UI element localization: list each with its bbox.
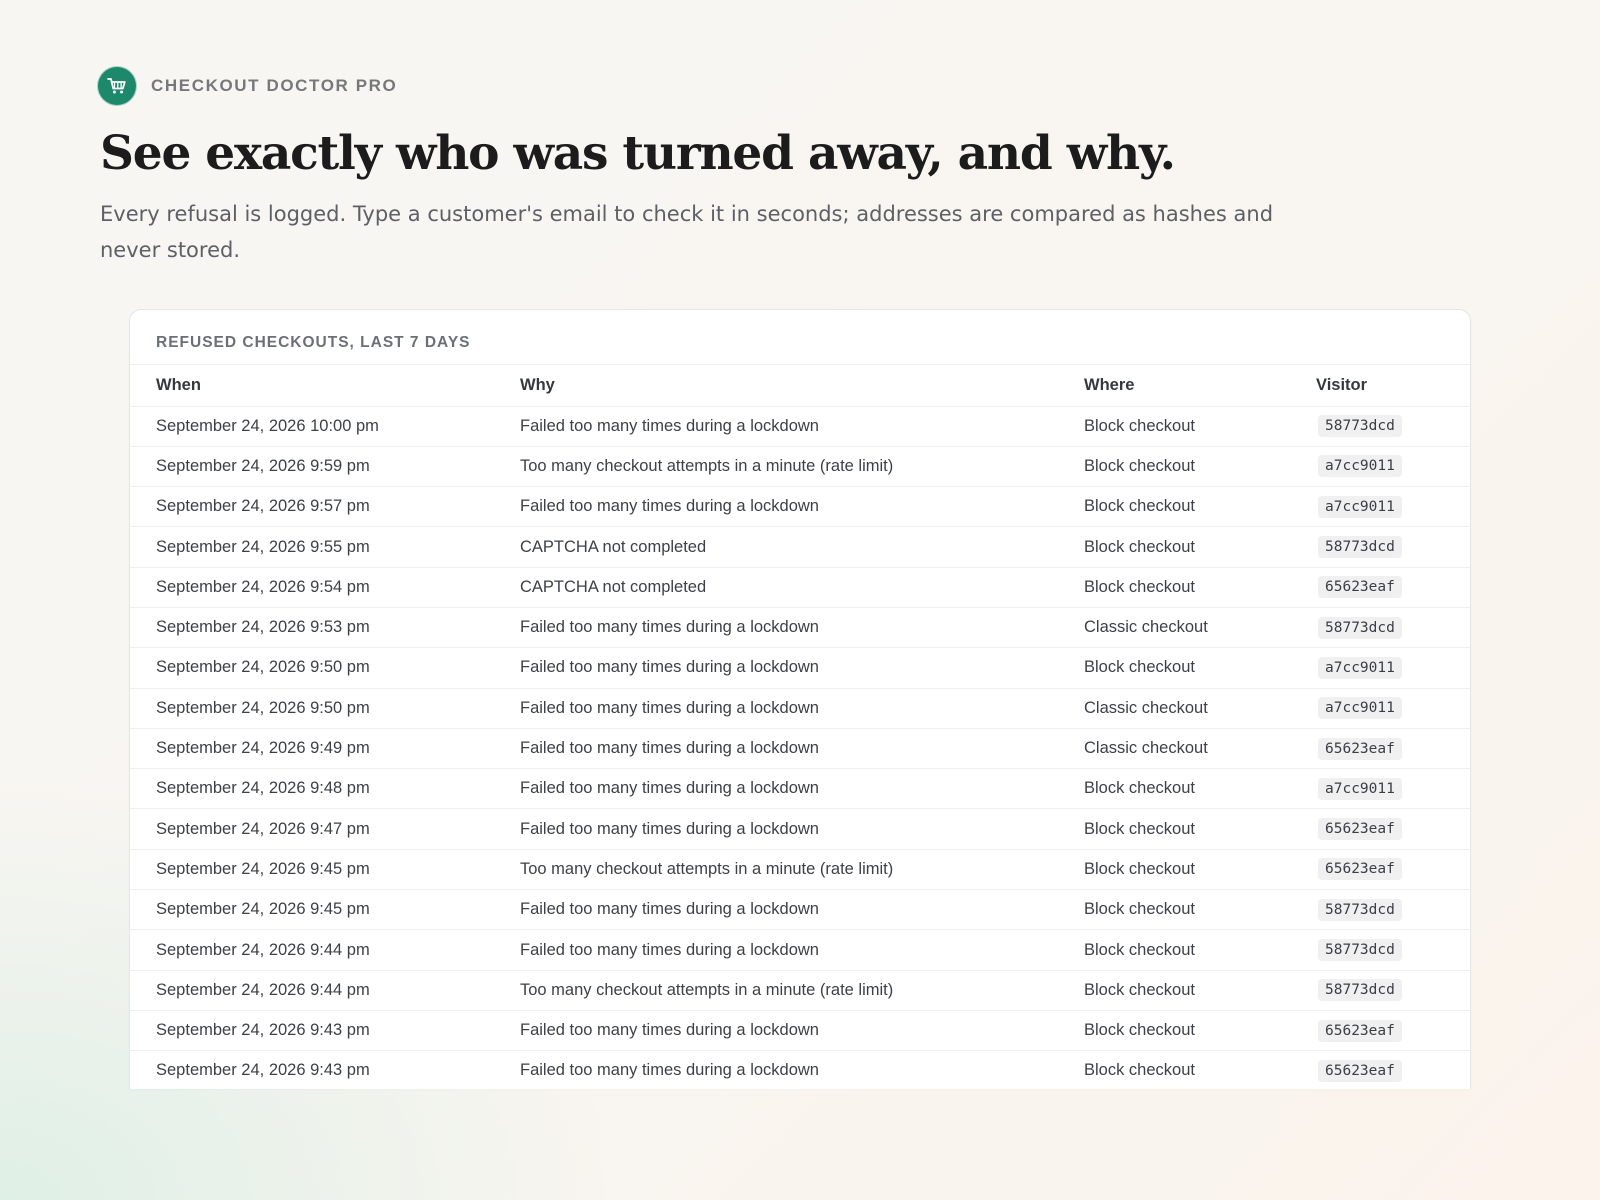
refused-checkouts-table [130,365,1471,1089]
visitor-hash: 65623eaf [1318,1020,1402,1042]
cell-why: Failed too many times during a lockdown [494,607,1058,647]
cell-why: Failed too many times during a lockdown [494,487,1058,527]
cell-when: September 24, 2026 9:57 pm [130,487,494,527]
table-row [130,890,1471,930]
cell-why: CAPTCHA not completed [494,527,1058,567]
cell-when: September 24, 2026 9:47 pm [130,809,494,849]
column-header-when: When [130,365,494,406]
cell-why: Too many checkout attempts in a minute (rate limit) [494,970,1058,1010]
cell-where: Block checkout [1058,406,1290,446]
table-row [130,688,1471,728]
cell-where: Block checkout [1058,648,1290,688]
refused-checkouts-card [129,309,1471,1089]
cell-when: September 24, 2026 9:44 pm [130,930,494,970]
visitor-hash: 65623eaf [1318,858,1402,880]
cell-when: September 24, 2026 9:50 pm [130,688,494,728]
visitor-hash: 58773dcd [1318,415,1402,437]
cell-why: Too many checkout attempts in a minute (rate limit) [494,446,1058,486]
cell-why: Failed too many times during a lockdown [494,930,1058,970]
visitor-hash: 58773dcd [1318,536,1402,558]
cell-when: September 24, 2026 9:48 pm [130,769,494,809]
cell-where: Block checkout [1058,1010,1290,1050]
column-header-where: Where [1058,365,1290,406]
cell-where: Block checkout [1058,769,1290,809]
cell-where: Block checkout [1058,1051,1290,1089]
column-header-visitor: Visitor [1290,365,1471,406]
cell-when: September 24, 2026 9:43 pm [130,1051,494,1089]
brand-name: CHECKOUT DOCTOR PRO [151,76,398,95]
cell-why: Failed too many times during a lockdown [494,1010,1058,1050]
cell-why: Failed too many times during a lockdown [494,769,1058,809]
table-row [130,527,1471,567]
cell-why: Failed too many times during a lockdown [494,728,1058,768]
cell-when: September 24, 2026 9:45 pm [130,849,494,889]
table-row [130,849,1471,889]
cell-where: Classic checkout [1058,728,1290,768]
cell-when: September 24, 2026 9:44 pm [130,970,494,1010]
cell-where: Classic checkout [1058,688,1290,728]
page-title: See exactly who was turned away, and why. [100,126,1175,181]
table-row [130,1010,1471,1050]
table-row [130,487,1471,527]
table-row [130,648,1471,688]
page-subtitle: Every refusal is logged. Type a customer's email to check it in seconds; addresses are compared as hashes and never stored. [100,202,1274,262]
table-body [130,406,1471,1089]
table-row [130,607,1471,647]
cell-when: September 24, 2026 9:55 pm [130,527,494,567]
cell-why: Failed too many times during a lockdown [494,406,1058,446]
table-header-row [130,365,1471,406]
cell-where: Classic checkout [1058,607,1290,647]
column-header-why: Why [494,365,1058,406]
shopping-cart-icon [100,69,134,103]
visitor-hash: a7cc9011 [1318,697,1402,719]
visitor-hash: a7cc9011 [1318,455,1402,477]
cell-why: Failed too many times during a lockdown [494,1051,1058,1089]
cell-when: September 24, 2026 9:49 pm [130,728,494,768]
cell-where: Block checkout [1058,527,1290,567]
cell-why: Failed too many times during a lockdown [494,809,1058,849]
cell-when: September 24, 2026 10:00 pm [130,406,494,446]
cell-why: Failed too many times during a lockdown [494,688,1058,728]
table-row [130,406,1471,446]
cell-where: Block checkout [1058,890,1290,930]
visitor-hash: a7cc9011 [1318,778,1402,800]
cell-when: September 24, 2026 9:43 pm [130,1010,494,1050]
cell-when: September 24, 2026 9:53 pm [130,607,494,647]
table-row [130,446,1471,486]
card-title: REFUSED CHECKOUTS, LAST 7 DAYS [130,310,1470,365]
cell-why: Failed too many times during a lockdown [494,648,1058,688]
visitor-hash: 65623eaf [1318,1060,1402,1082]
cell-why: Failed too many times during a lockdown [494,890,1058,930]
cell-where: Block checkout [1058,446,1290,486]
cell-when: September 24, 2026 9:59 pm [130,446,494,486]
table-row [130,970,1471,1010]
visitor-hash: 58773dcd [1318,899,1402,921]
cell-where: Block checkout [1058,849,1290,889]
table-row [130,809,1471,849]
table-row [130,728,1471,768]
cell-where: Block checkout [1058,487,1290,527]
cell-when: September 24, 2026 9:45 pm [130,890,494,930]
visitor-hash: 58773dcd [1318,939,1402,961]
cell-where: Block checkout [1058,567,1290,607]
visitor-hash: 58773dcd [1318,617,1402,639]
visitor-hash: a7cc9011 [1318,496,1402,518]
table-row [130,1051,1471,1089]
visitor-hash: 58773dcd [1318,979,1402,1001]
cell-where: Block checkout [1058,970,1290,1010]
visitor-hash: 65623eaf [1318,818,1402,840]
brand [100,69,397,103]
visitor-hash: 65623eaf [1318,576,1402,598]
cell-why: Too many checkout attempts in a minute (rate limit) [494,849,1058,889]
cell-why: CAPTCHA not completed [494,567,1058,607]
cell-where: Block checkout [1058,809,1290,849]
cell-when: September 24, 2026 9:50 pm [130,648,494,688]
cell-when: September 24, 2026 9:54 pm [130,567,494,607]
visitor-hash: 65623eaf [1318,738,1402,760]
table-row [130,567,1471,607]
visitor-hash: a7cc9011 [1318,657,1402,679]
cell-where: Block checkout [1058,930,1290,970]
table-row [130,930,1471,970]
table-row [130,769,1471,809]
